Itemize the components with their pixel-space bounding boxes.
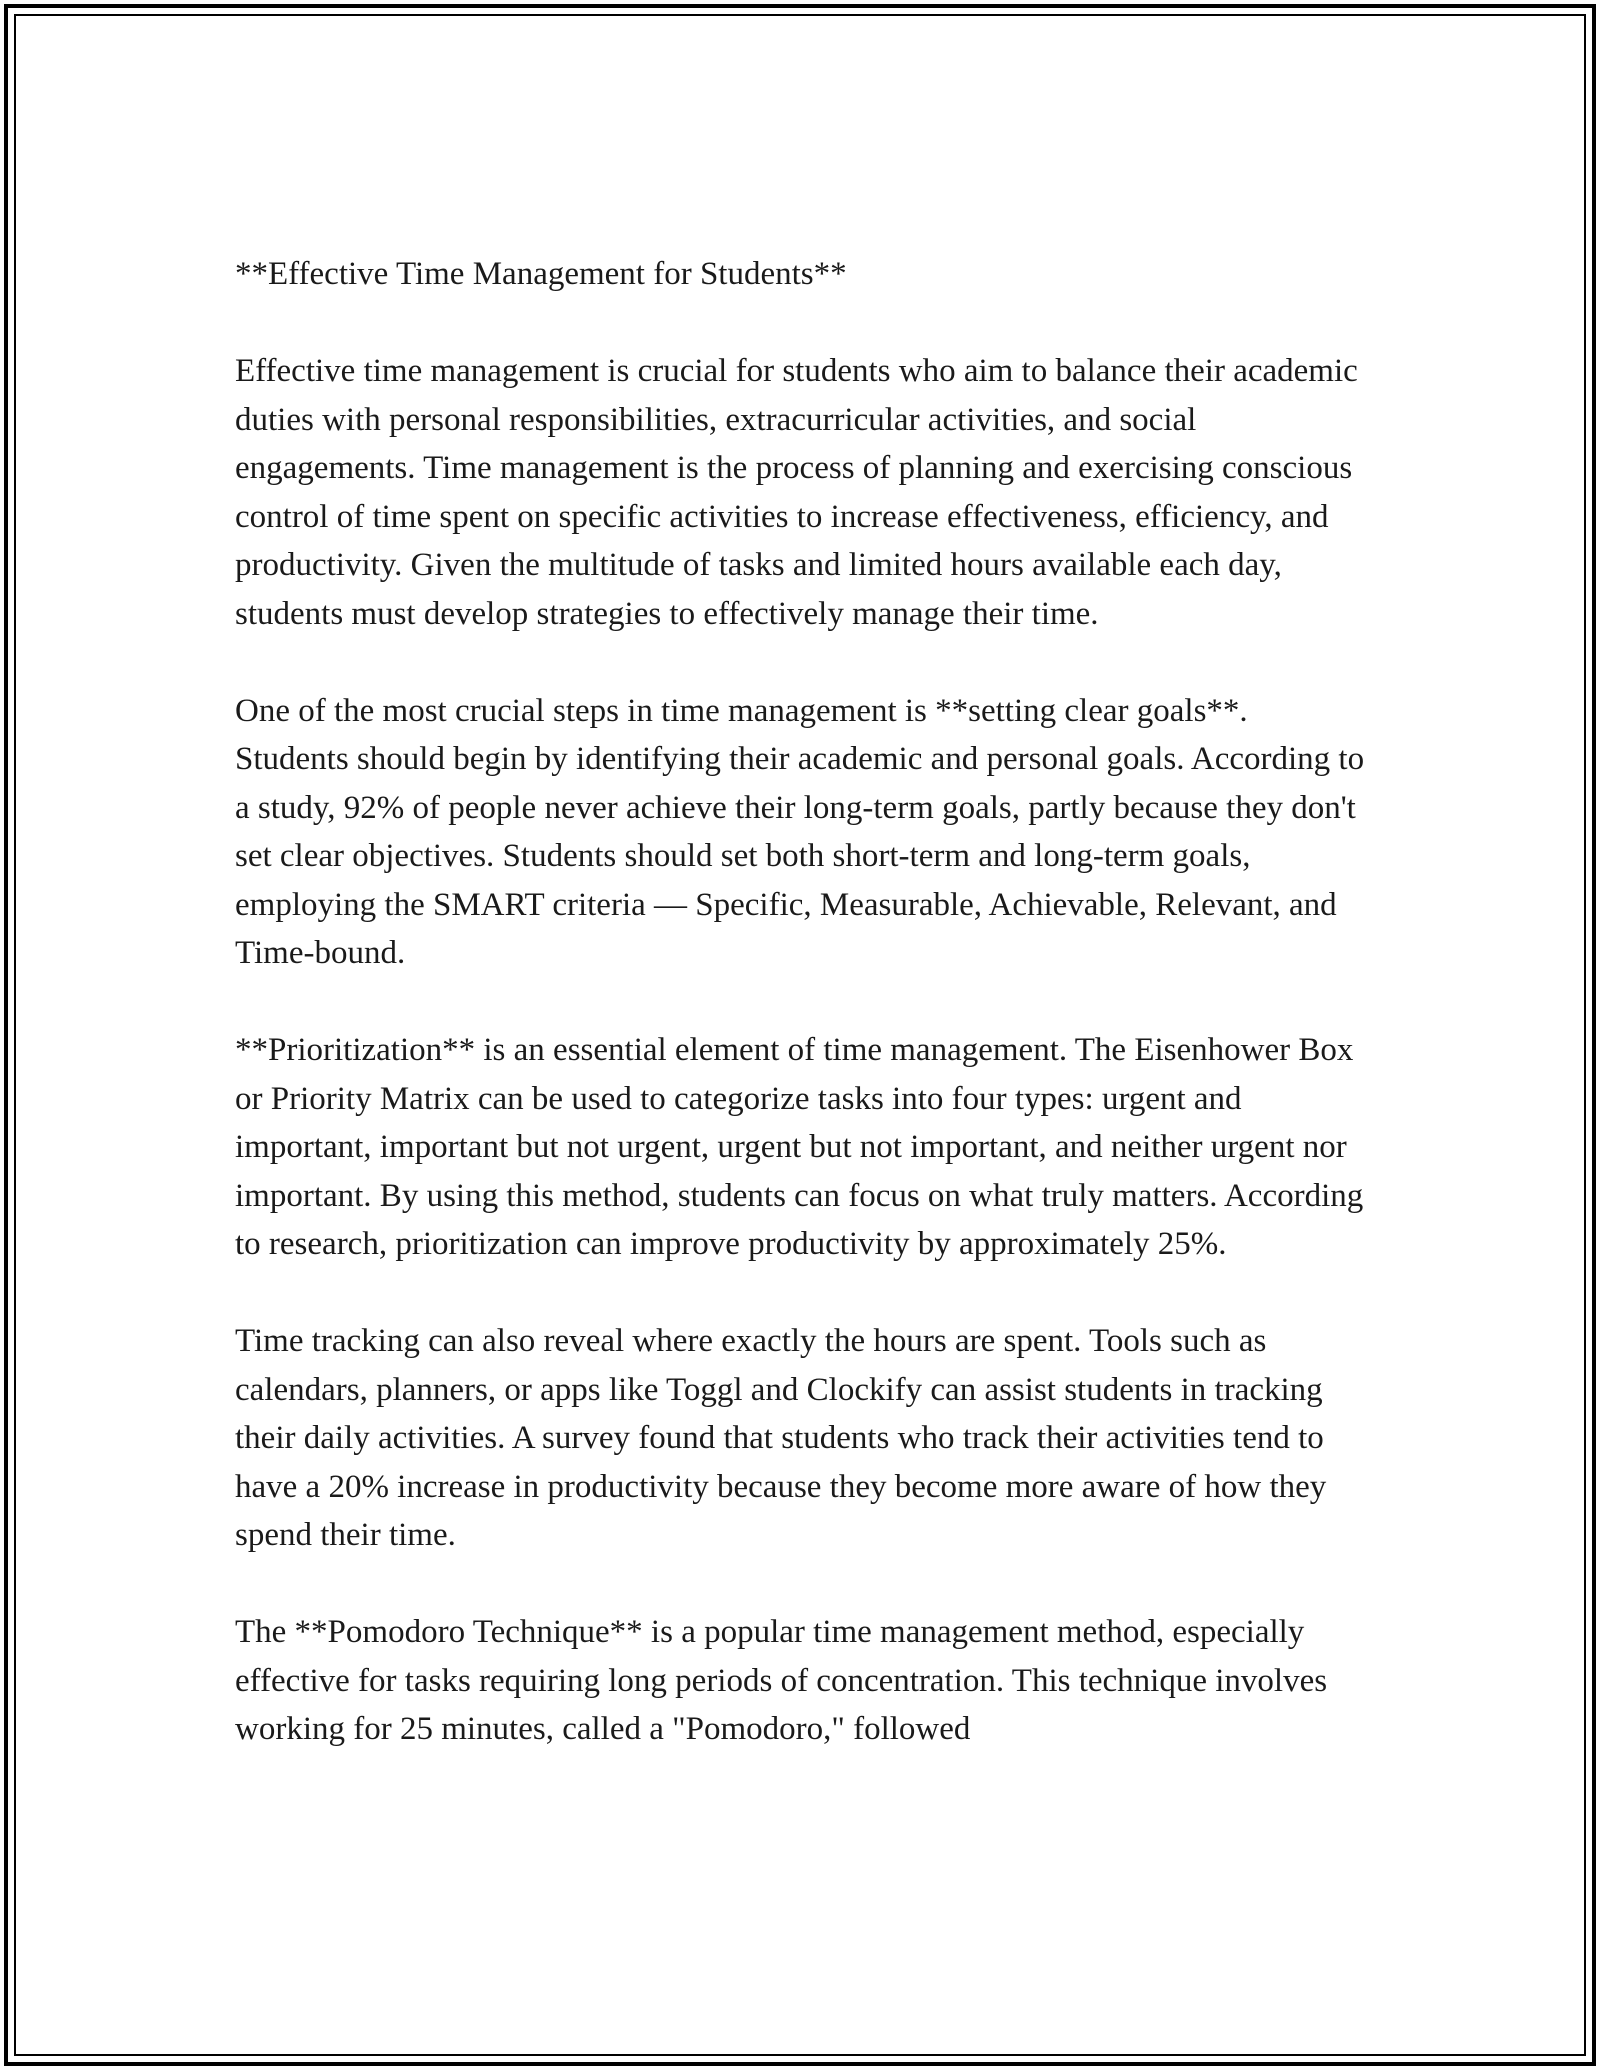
paragraph-goals: One of the most crucial steps in time management is **setting clear goals**. Students should begin by identifying their academic and personal goals. According to a study, 92% of people never achieve their long-term goals, partly because they don't set clear objectives. Students should set both short-term and long-term goals, employing the SMART criteria — Specific, Measurable, Achievable, Relevant, and Time-bound. (235, 692, 1365, 971)
document-title: **Effective Time Management for Students** (235, 256, 847, 292)
paragraph-pomodoro: The **Pomodoro Technique** is a popular time management method, especially effective for tasks requiring long periods of concentration. This technique involves working for 25 minutes, called a "Pomodoro," followed (235, 1614, 1328, 1747)
paragraph-time-tracking: Time tracking can also reveal where exactly the hours are spent. Tools such as calendars, planners, or apps like Toggl and Clockify can assist students in tracking their daily activities. A survey found that students who track their activities tend to have a 20% increase in productivity because they become more aware of how they spend their time. (235, 1323, 1327, 1553)
document-body (235, 250, 1365, 1802)
paragraph-prioritization: **Prioritization** is an essential element of time management. The Eisenhower Box or Priority Matrix can be used to categorize tasks into four types: urgent and important, important but not urgent, urgent but not important, and neither urgent nor important. By using this method, students can focus on what truly matters. According to research, prioritization can improve productivity by approximately 25%. (235, 1032, 1364, 1262)
paragraph-intro: Effective time management is crucial for students who aim to balance their academic duties with personal responsibilities, extracurricular activities, and social engagements. Time management is the process of planning and exercising conscious control of time spent on specific activities to increase effectiveness, efficiency, and productivity. Given the multitude of tasks and limited hours available each day, students must develop strategies to effectively manage their time. (235, 353, 1358, 632)
